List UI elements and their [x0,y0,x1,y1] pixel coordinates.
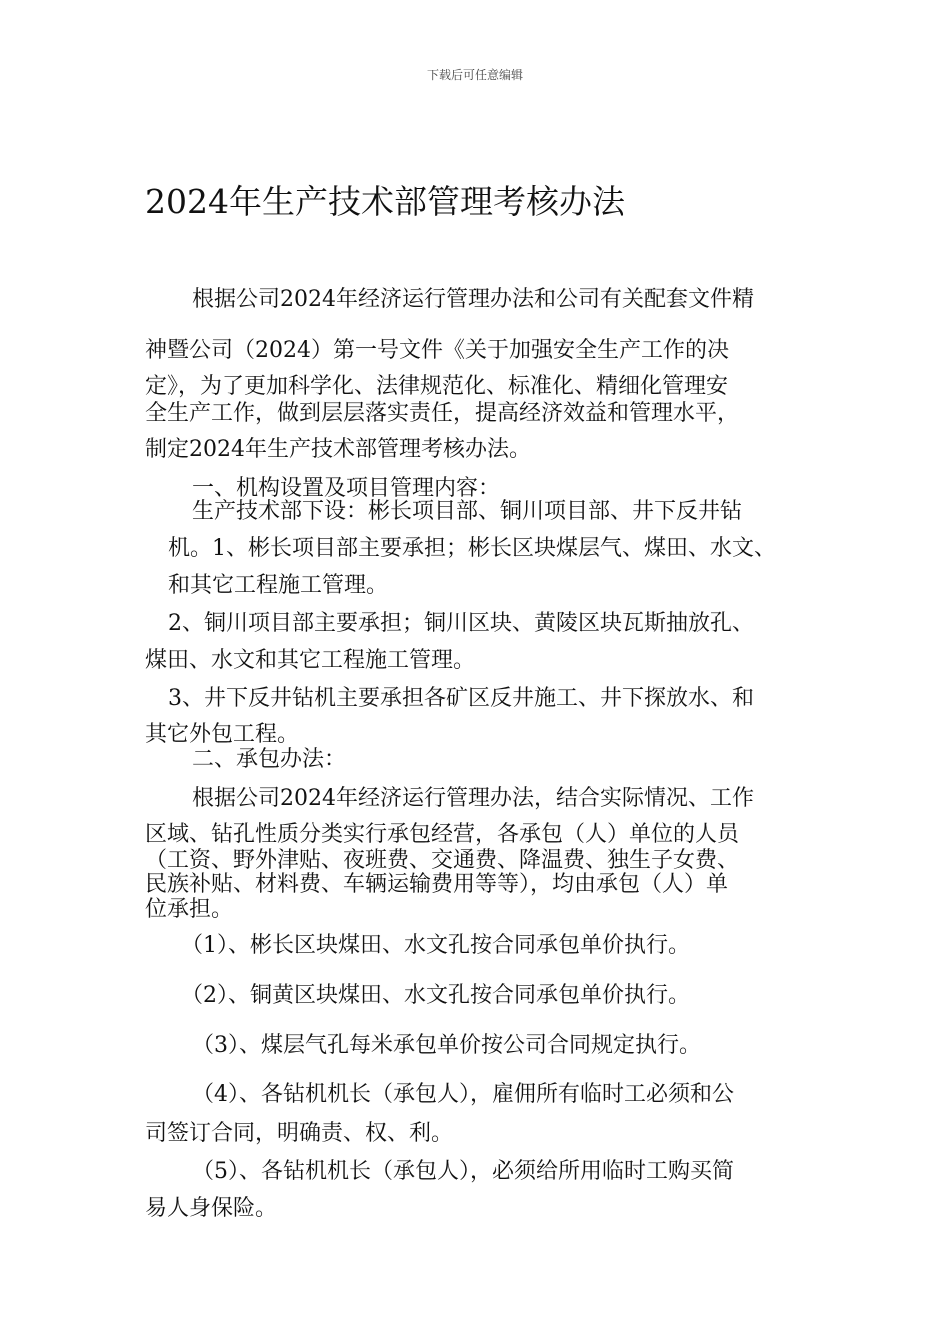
section-heading: 二、承包办法： [192,747,347,772]
paragraph-line: 区域、钻孔性质分类实行承包经营，各承包（人）单位的人员 [145,822,740,847]
paragraph-line: 煤田、水文和其它工程施工管理。 [145,648,476,673]
paragraph-line: 制定2024年生产技术部管理考核办法。 [145,437,531,462]
paragraph-line: 3、井下反井钻机主要承担各矿区反井施工、井下探放水、和 [168,686,754,711]
list-item: （5）、各钻机机长（承包人），必须给所用临时工购买简 [192,1159,734,1184]
paragraph-line: 机。1、彬长项目部主要承担；彬长区块煤层气、煤田、水文、 [168,536,776,561]
paragraph-line: 定》，为了更加科学化、法律规范化、标准化、精细化管理安 [145,374,729,399]
paragraph-line: 易人身保险。 [145,1196,278,1221]
list-item: （3）、煤层气孔每米承包单价按公司合同规定执行。 [192,1033,701,1058]
paragraph-line: 其它外包工程。 [145,722,300,747]
section-heading: 一、机构设置及项目管理内容： [192,476,501,501]
paragraph-line: 根据公司2024年经济运行管理办法，结合实际情况、工作 [192,786,754,811]
paragraph-line: 和其它工程施工管理。 [168,573,389,598]
paragraph-line: （工资、野外津贴、夜班费、交通费、降温费、独生子女费、 [145,848,740,873]
paragraph-line: 民族补贴、材料费、车辆运输费用等等），均由承包（人）单 [145,872,729,897]
paragraph-line: 位承担。 [145,897,234,922]
list-item: （1）、彬长区块煤田、水文孔按合同承包单价执行。 [181,933,690,958]
list-item: （2）、铜黄区块煤田、水文孔按合同承包单价执行。 [181,983,690,1008]
page-header: 下载后可任意编辑 [426,68,523,82]
paragraph-line: 神暨公司（2024）第一号文件《关于加强安全生产工作的决 [145,338,729,363]
paragraph-line: 全生产工作，做到层层落实责任，提高经济效益和管理水平， [145,401,740,426]
document-title: 2024年生产技术部管理考核办法 [145,182,625,221]
paragraph-line: 2、铜川项目部主要承担；铜川区块、黄陵区块瓦斯抽放孔、 [168,611,754,636]
paragraph-line: 司签订合同，明确责、权、利。 [145,1121,454,1146]
paragraph-line: 根据公司2024年经济运行管理办法和公司有关配套文件精 [192,287,754,312]
list-item: （4）、各钻机机长（承包人），雇佣所有临时工必须和公 [192,1082,734,1107]
paragraph-line: 生产技术部下设：彬长项目部、铜川项目部、井下反井钻 [192,499,743,524]
